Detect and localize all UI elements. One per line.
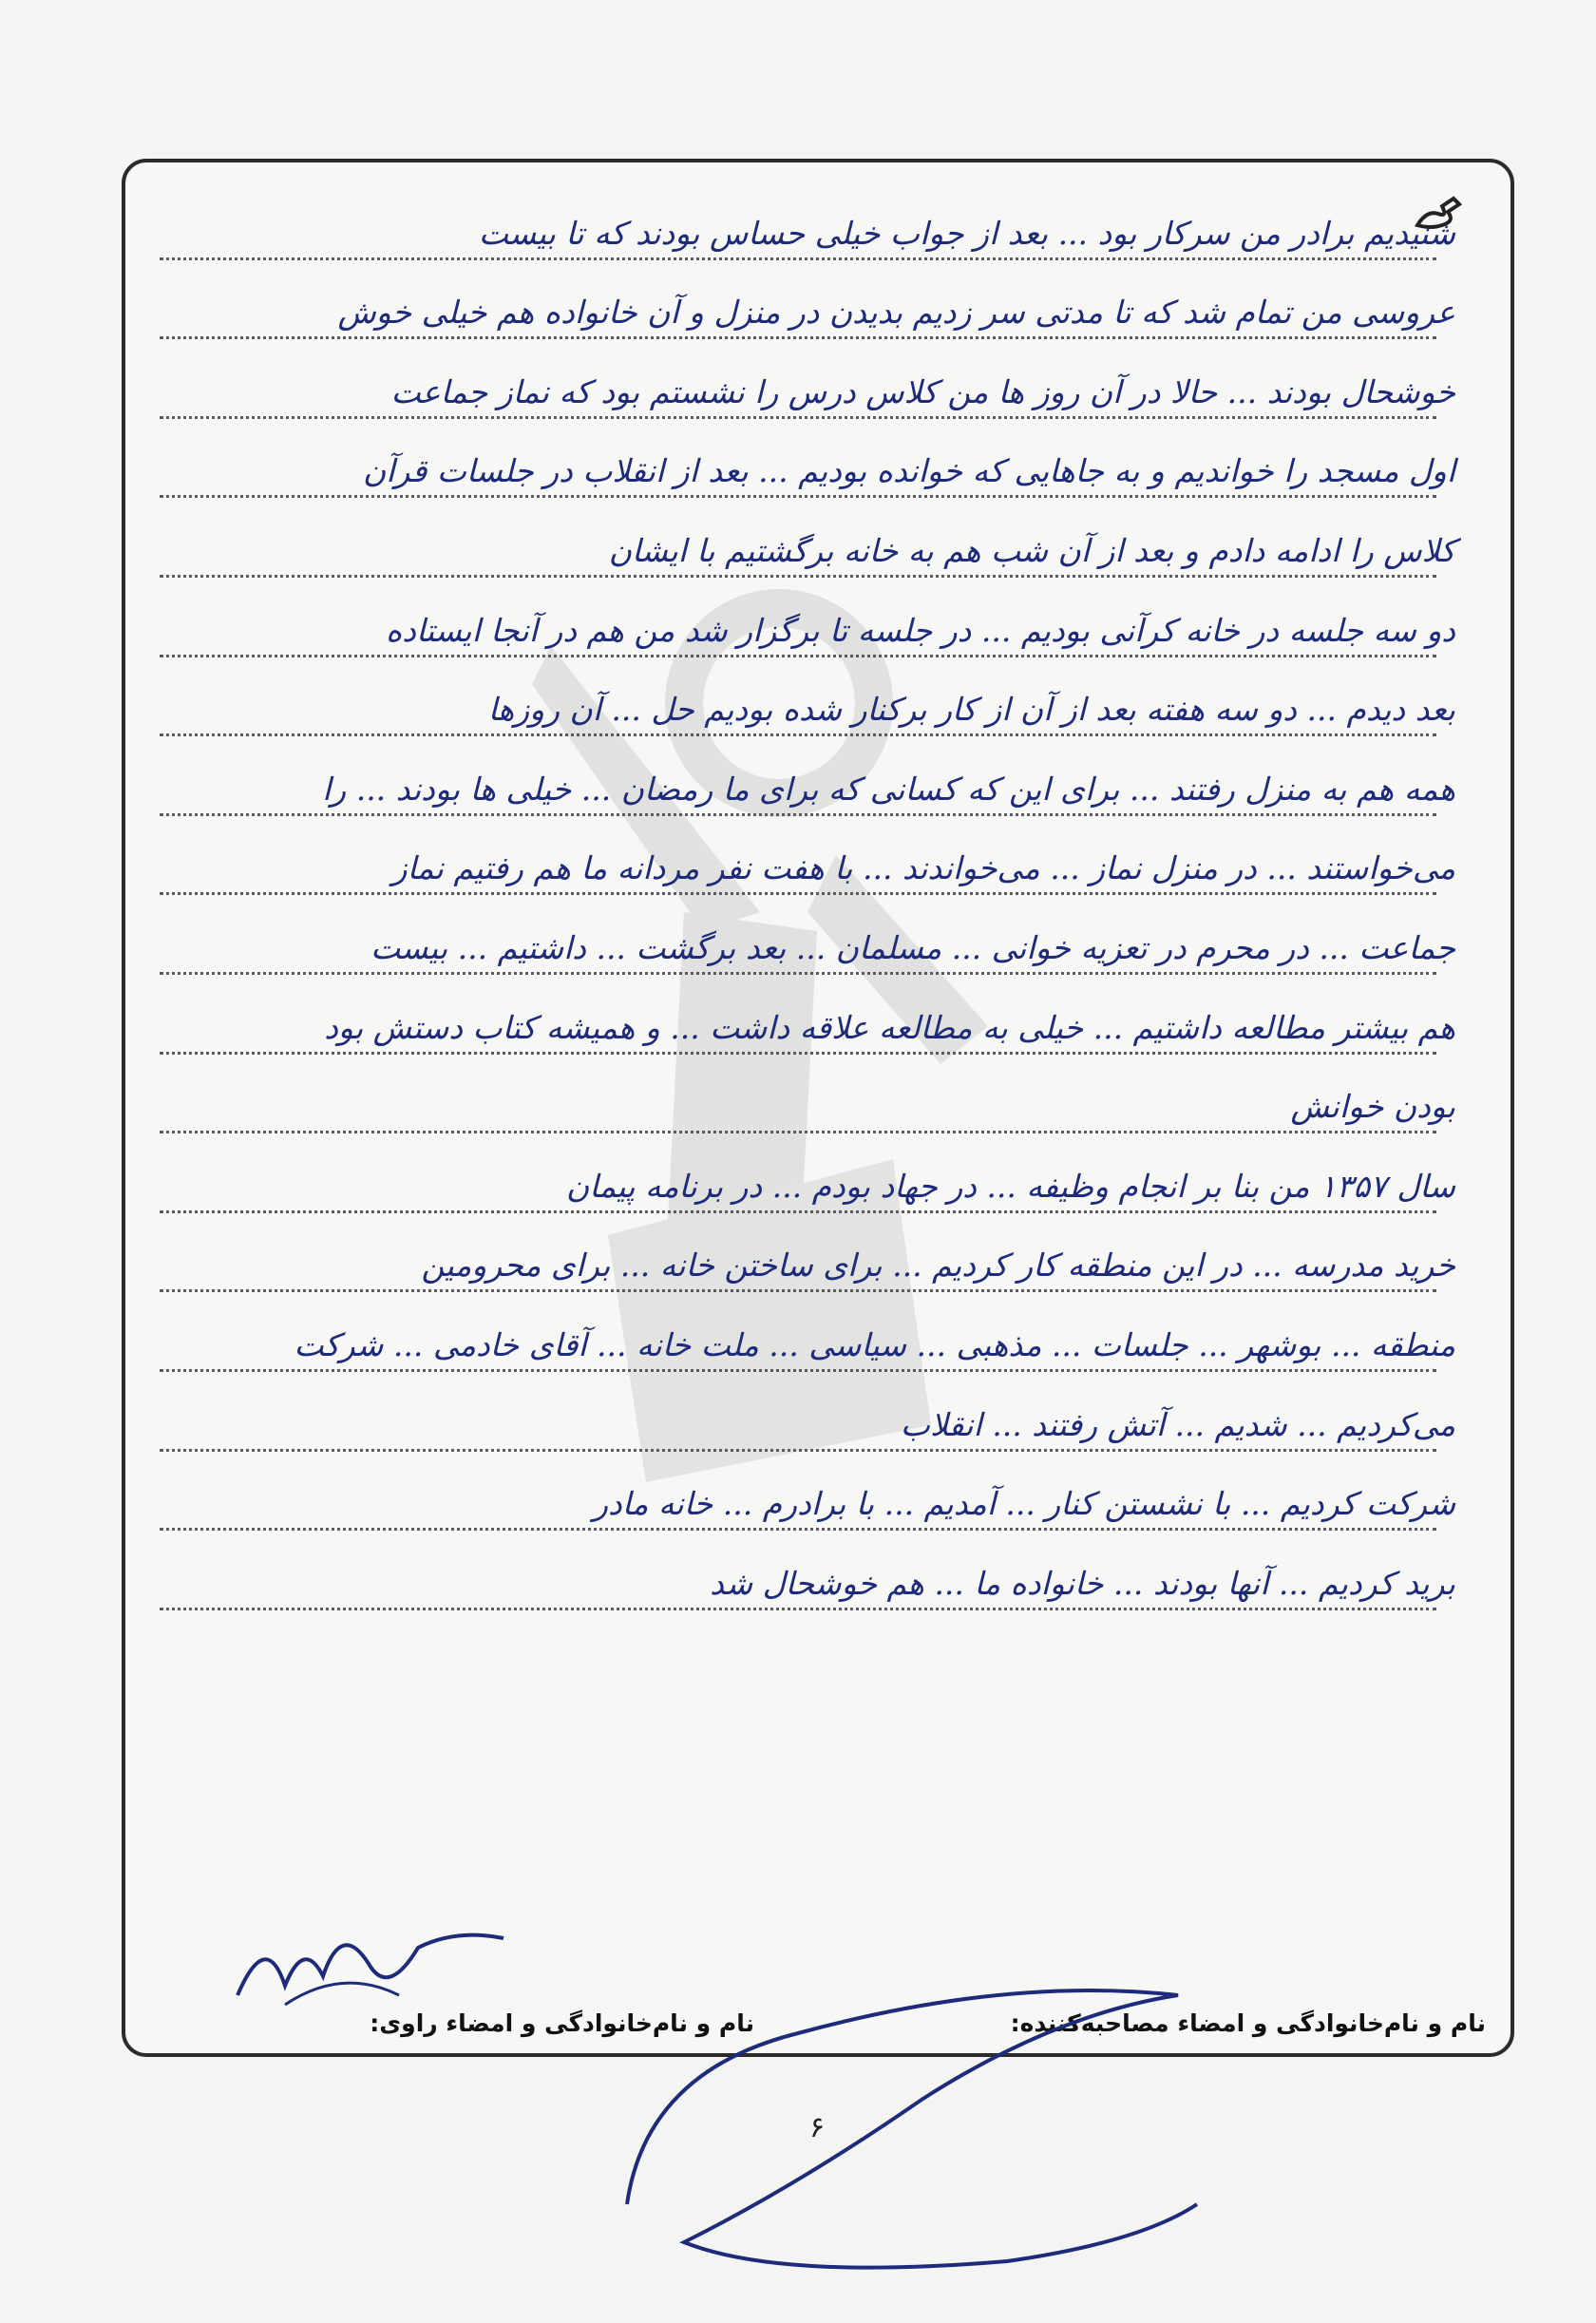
handwritten-line: جماعت ... در محرم در تعزیه خوانی ... مسلمان ... بعد برگشت ... داشتیم ... بیست — [370, 928, 1455, 966]
handwritten-line: کلاس را ادامه دادم و بعد از آن شب هم به خانه برگشتیم با ایشان — [608, 531, 1455, 569]
handwritten-line: بعد دیدم ... دو سه هفته بعد از آن از کار برکنار شده بودیم حل ... آن روزها — [487, 691, 1455, 729]
text-line — [160, 339, 1455, 419]
handwritten-line: بودن خوانش — [1290, 1088, 1455, 1126]
handwritten-line: اول مسجد را خواندیم و به جاهایی که خوانده بودیم ... بعد از انقلاب در جلسات قرآن — [362, 452, 1455, 490]
text-line — [160, 419, 1455, 499]
handwritten-line: سال ۱۳۵۷ من بنا بر انجام وظیفه ... در جهاد بودم ... در برنامه پیمان — [566, 1167, 1455, 1205]
handwritten-line: می‌خواستند ... در منزل نماز ... می‌خواندند ... با هفت نفر مردانه ما هم رفتیم نماز — [391, 849, 1455, 887]
text-line — [160, 498, 1455, 578]
text-line — [160, 1292, 1455, 1372]
text-line — [160, 1372, 1455, 1452]
text-line — [160, 181, 1455, 260]
handwritten-line: شنیدیم برادر من سرکار بود ... بعد از جواب خیلی حساس بودند که تا بیست — [478, 214, 1455, 252]
text-line — [160, 1213, 1455, 1293]
handwritten-line: خوشحال بودند ... حالا در آن روز ها من کلاس درس را نشستم بود که نماز جماعت — [390, 372, 1455, 410]
handwritten-line: همه هم به منزل رفتند ... برای این که کسانی که برای ما رمضان ... خیلی ها بودند ... را — [322, 770, 1455, 808]
text-line — [160, 657, 1455, 737]
text-line — [160, 1452, 1455, 1532]
interviewer-signature-label: نام و نام‌خانوادگی و امضاء مصاحبه‌کننده: — [1010, 2009, 1486, 2037]
handwritten-line: می‌کردیم ... شدیم ... آتش رفتند ... انقلاب — [900, 1405, 1455, 1443]
page-number: ۶ — [809, 2111, 826, 2144]
text-line — [160, 816, 1455, 896]
handwritten-text-body — [160, 181, 1455, 1610]
text-line — [160, 736, 1455, 816]
handwritten-line: منطقه ... بوشهر ... جلسات ... مذهبی ... سیاسی ... ملت خانه ... آقای خادمی ... شرکت — [294, 1325, 1455, 1363]
handwritten-line: شرکت کردیم ... با نشستن کنار ... آمدیم ... با برادرم ... خانه مادر — [593, 1485, 1455, 1523]
handwritten-line: عروسی من تمام شد که تا مدتی سر زدیم بدیدن در منزل و آن خانواده هم خیلی خوش — [337, 294, 1455, 332]
text-line — [160, 1531, 1455, 1610]
interviewer-signature-icon — [608, 1957, 1216, 2318]
text-line — [160, 260, 1455, 340]
text-line — [160, 975, 1455, 1055]
handwritten-line: دو سه جلسه در خانه کرآنی بودیم ... در جلسه تا برگزار شد من هم در آنجا ایستاده — [385, 611, 1455, 649]
text-line — [160, 578, 1455, 657]
narrator-signature-label: نام و نام‌خانوادگی و امضاء راوی: — [370, 2009, 754, 2037]
handwritten-line: خرید مدرسه ... در این منطقه کار کردیم ... برای ساختن خانه ... برای محرومین — [421, 1247, 1455, 1285]
text-line — [160, 895, 1455, 975]
text-line — [160, 1133, 1455, 1213]
handwritten-line: هم بیشتر مطالعه داشتیم ... خیلی به مطالعه علاقه داشت ... و همیشه کتاب دستش بود — [324, 1008, 1455, 1046]
text-line — [160, 1055, 1455, 1134]
handwritten-line: برید کردیم ... آنها بودند ... خانواده ما ... هم خوشحال شد — [710, 1564, 1455, 1602]
